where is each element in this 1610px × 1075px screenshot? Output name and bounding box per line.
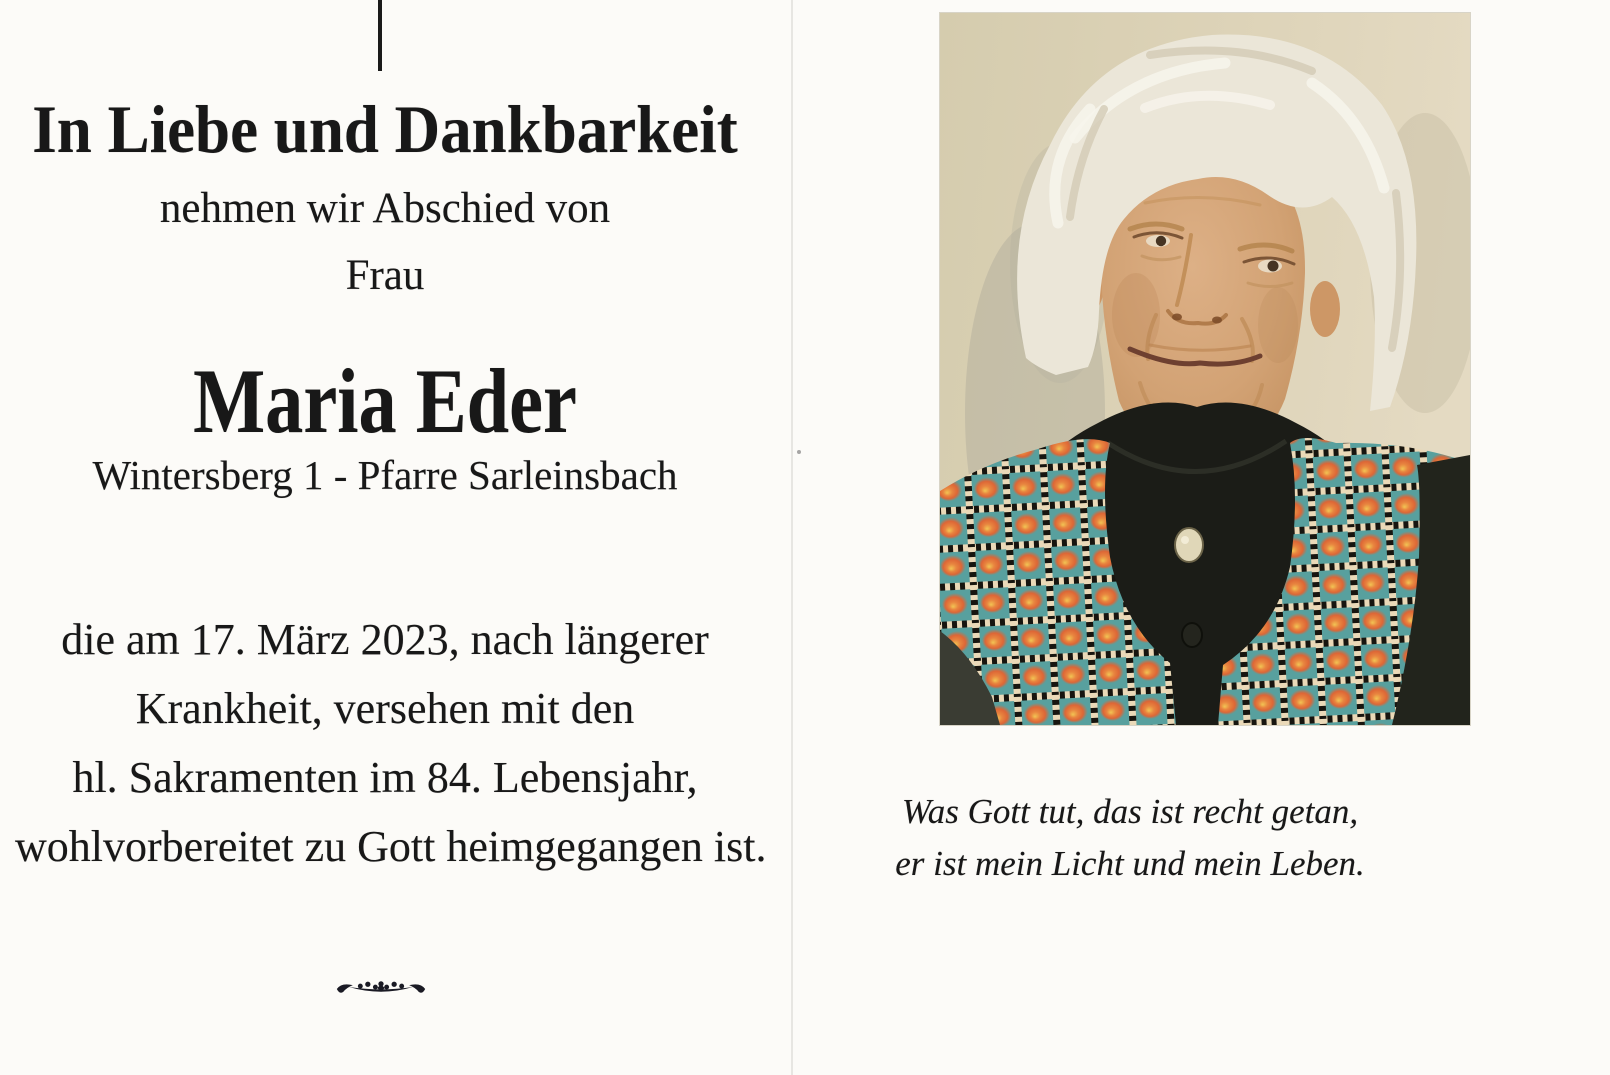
quote-line: er ist mein Licht und mein Leben. [895,844,1365,883]
portrait-photo [940,13,1470,725]
obituary-line: hl. Sakramenten im 84. Lebensjahr, [72,753,698,802]
opening-title: In Liebe und Dankbarkeit [32,91,738,168]
scan-crop-mark-line [378,0,382,71]
deceased-name: Maria Eder [193,350,577,452]
obituary-line: Krankheit, versehen mit den [135,684,635,733]
card-fold-line [791,0,793,1075]
quote-line: Was Gott tut, das ist recht getan, [901,792,1359,831]
obituary-text [15,605,767,881]
scan-speck [797,450,801,454]
portrait-illustration [940,13,1470,725]
ornament-flourish [337,981,425,992]
quote-block [880,786,1380,890]
salutation: Frau [345,252,425,299]
obituary-line: die am 17. März 2023, nach längerer [61,615,709,664]
obituary-line: wohlvorbereitet zu Gott heimgegangen ist. [15,822,767,871]
floral-divider-ornament [334,979,428,997]
deceased-address: Wintersberg 1 - Pfarre Sarleinsbach [92,452,678,498]
opening-subtitle: nehmen wir Abschied von [159,185,611,232]
